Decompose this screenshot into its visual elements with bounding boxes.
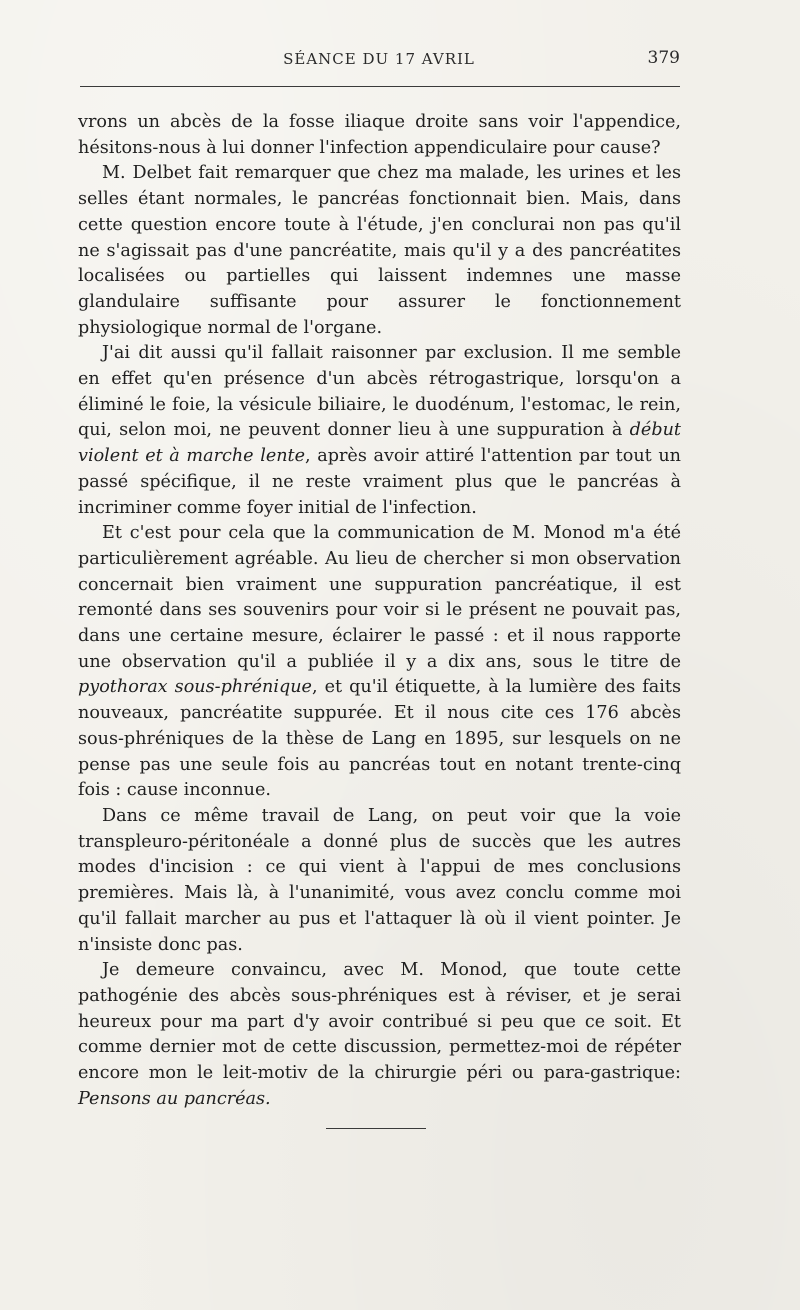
paragraph-text: M. Delbet fait remarquer que chez ma malade, les urines et les selles étant normales, le pancréas fonctionnait bien. Mais, dans cette question encore toute à l'étude, j'en conclurai non pas qu'il ne s'agissait pas d'une pancréatite, mais qu'il y a des pancréatites localisées ou partielles qui laissent indemnes une masse glandulaire suffisante pour assurer le fonctionnement physiologique normal de l'organe.	[78, 163, 681, 338]
paragraph-text: Dans ce même travail de Lang, on peut voir que la voie transpleuro-péritonéale a donné plus de succès que les autres modes d'incision : ce qui vient à l'appui de mes conclusions premières. Mais là, à l'unanimité, vous avez conclu comme moi qu'il fallait marcher au pus et l'attaquer là où il vient pointer. Je n'insiste donc pas.	[78, 805, 681, 955]
paragraph-text: vrons un abcès de la fosse iliaque droite sans voir l'appendice, hésitons-nous à lui donner l'infection appendiculaire pour cause?	[78, 112, 681, 158]
page-number: 379	[647, 48, 680, 68]
paragraph-continued	[78, 110, 681, 161]
section-end-rule	[326, 1128, 426, 1129]
paragraph-text: Et c'est pour cela que la communication de M. Monod m'a été particulièrement agréable. Au lieu de chercher si mon observation concernait bien vraiment une suppuration pancréatique, il est remonté dans ses souvenirs pour voir si le présent ne pouvait pas, dans une certaine mesure, éclairer le passé : et il nous rapporte une observation qu'il a publiée il y a dix ans, sous le titre de	[78, 523, 681, 672]
paragraph	[78, 341, 681, 521]
italic-phrase: début violent et à marche lente	[78, 420, 681, 467]
paragraph-text: Je demeure convaincu, avec M. Monod, que toute cette pathogénie des abcès sous-phréniques est à réviser, et je serai heureux pour ma part d'y avoir contribué si peu que ce soit. Et comme dernier mot de cette discussion, permettez-moi de répéter encore mon le leit-motiv de la chirurgie péri ou para-gastrique:	[78, 960, 681, 1084]
italic-phrase: Pensons au pancréas.	[78, 1088, 271, 1109]
running-head: SÉANCE DU 17 AVRIL	[283, 50, 475, 68]
paragraph	[78, 958, 681, 1112]
paragraph	[78, 521, 681, 804]
header-rule	[80, 86, 680, 87]
paragraph-text: , et qu'il étiquette, à la lumière des faits nouveaux, pancréatite suppurée. Et il nous cite ces 176 abcès sous-phréniques de la thèse de Lang en 1895, sur lesquels on ne pense pas une seule fois au pancréas tout en notant trente-cinq fois : cause inconnue.	[78, 677, 682, 801]
body-text	[78, 110, 681, 1112]
italic-phrase: pyothorax sous-phrénique	[78, 677, 312, 698]
paragraph-text: J'ai dit aussi qu'il fallait raisonner par exclusion. Il me semble en effet qu'en présence d'un abcès rétrogastrique, lorsqu'on a éliminé le foie, la vésicule biliaire, le duodénum, l'estomac, le rein, qui, selon moi, ne peuvent donner lieu à une suppuration à	[78, 343, 681, 441]
paragraph	[78, 804, 681, 958]
paragraph	[78, 161, 681, 341]
paragraph-text: , après avoir attiré l'attention par tout un passé spécifique, il ne reste vraiment plus que le pancréas à incriminer comme foyer initial de l'infection.	[78, 446, 681, 518]
page-header	[78, 46, 680, 76]
